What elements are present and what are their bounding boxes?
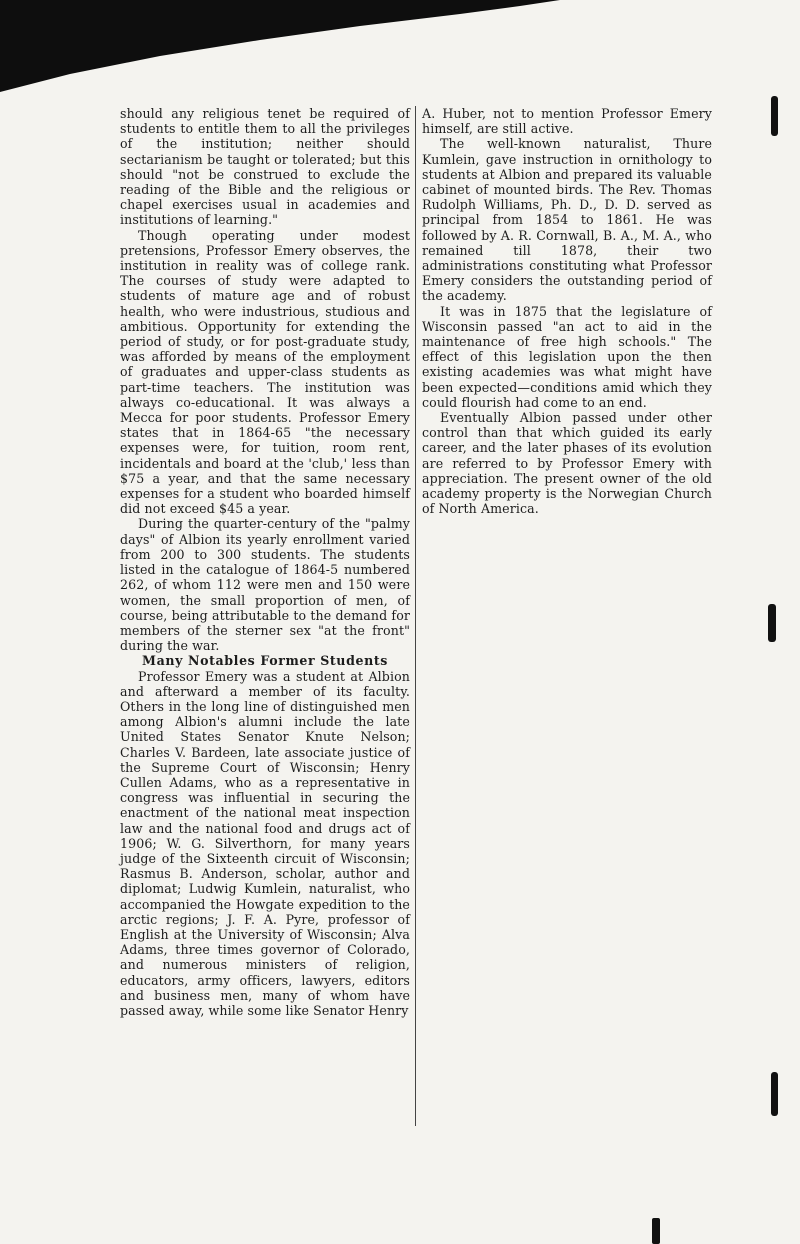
article-paragraph: The well-known naturalist, Thure Kumlein, gave instruction in ornithology to students at Albion and prepared its valuable cabinet of mounted birds. The Rev. Thomas Rudolph Williams, Ph. D., D. D. served as principal from 1854 to 1861. He was followed by A. R. Cornwall, B. A., M. A., who remained till 1878, their two administrations constituting what Professor Emery considers the outstanding period of the academy. [422,136,712,304]
section-subheading: Many Notables Former Students [142,653,388,669]
article-paragraph: It was in 1875 that the legislature of Wisconsin passed "an act to aid in the maintenance of free high schools." The effect of this legislation upon the then existing academies was what might have been expected—conditions amid which they could flourish had come to an end. [422,303,712,410]
scan-margin-mark [771,96,778,136]
scan-margin-mark [768,604,776,642]
article-paragraph: Professor Emery was a student at Albion and afterward a member of its faculty. Others in the long line of distinguished men among Albion's alumni include the late United States Senator Knute Nelson; Charles V. Bardeen, late associate justice of the Supreme Court of Wisconsin; Henry Cullen Adams, who as a representative in congress was influential in securing the enactment of the national meat inspection law and the national food and drugs act of 1906; W. G. Silverthorn, for many years judge of the Sixteenth circuit of Wisconsin; Rasmus B. Anderson, scholar, author and diplomat; Ludwig Kumlein, naturalist, who accompanied the Howgate expedition to the arctic regions; J. F. A. Pyre, professor of English at the University of Wisconsin; Alva Adams, three times governor of Colorado, and numerous ministers of religion, educators, army officers, lawyers, editors and business men, many of whom have passed away, while some like Senator Henry [120,668,410,1018]
column-divider [415,106,416,1126]
left-article-column [120,106,410,1018]
scan-margin-mark [771,1072,778,1116]
scan-margin-mark [652,1218,660,1244]
article-paragraph: should any religious tenet be required of students to entitle them to all the privileges of the institution; neither should sectarianism be taught or tolerated; but this should "not be construed to exclude the reading of the Bible and the religious or chapel exercises usual in academies and institutions of learning." [120,106,410,228]
scan-dark-corner [0,0,800,100]
article-paragraph: A. Huber, not to mention Professor Emery himself, are still active. [422,106,712,137]
right-article-column [422,106,712,516]
article-paragraph: During the quarter-century of the "palmy days" of Albion its yearly enrollment varied from 200 to 300 students. The students listed in the catalogue of 1864-5 numbered 262, of whom 112 were men and 150 were women, the small proportion of men, of course, being attributable to the demand for members of the sterner sex "at the front" during the war. [120,516,410,654]
article-paragraph: Though operating under modest pretensions, Professor Emery observes, the institution in reality was of college rank. The courses of study were adapted to students of mature age and of robust health, who were industrious, studious and ambitious. Opportunity for extending the period of study, or for post-graduate study, was afforded by means of the employment of graduates and upper-class students as part-time teachers. The institution was always co-educational. It was always a Mecca for poor students. Professor Emery states that in 1864-65 "the necessary expenses were, for tuition, room rent, incidentals and board at the 'club,' less than $75 a year, and that the same necessary expenses for a student who boarded himself did not exceed $45 a year. [120,227,410,517]
article-paragraph: Eventually Albion passed under other control than that which guided its early career, and the later phases of its evolution are referred to by Professor Emery with appreciation. The present owner of the old academy property is the Norwegian Church of North America. [422,410,712,517]
